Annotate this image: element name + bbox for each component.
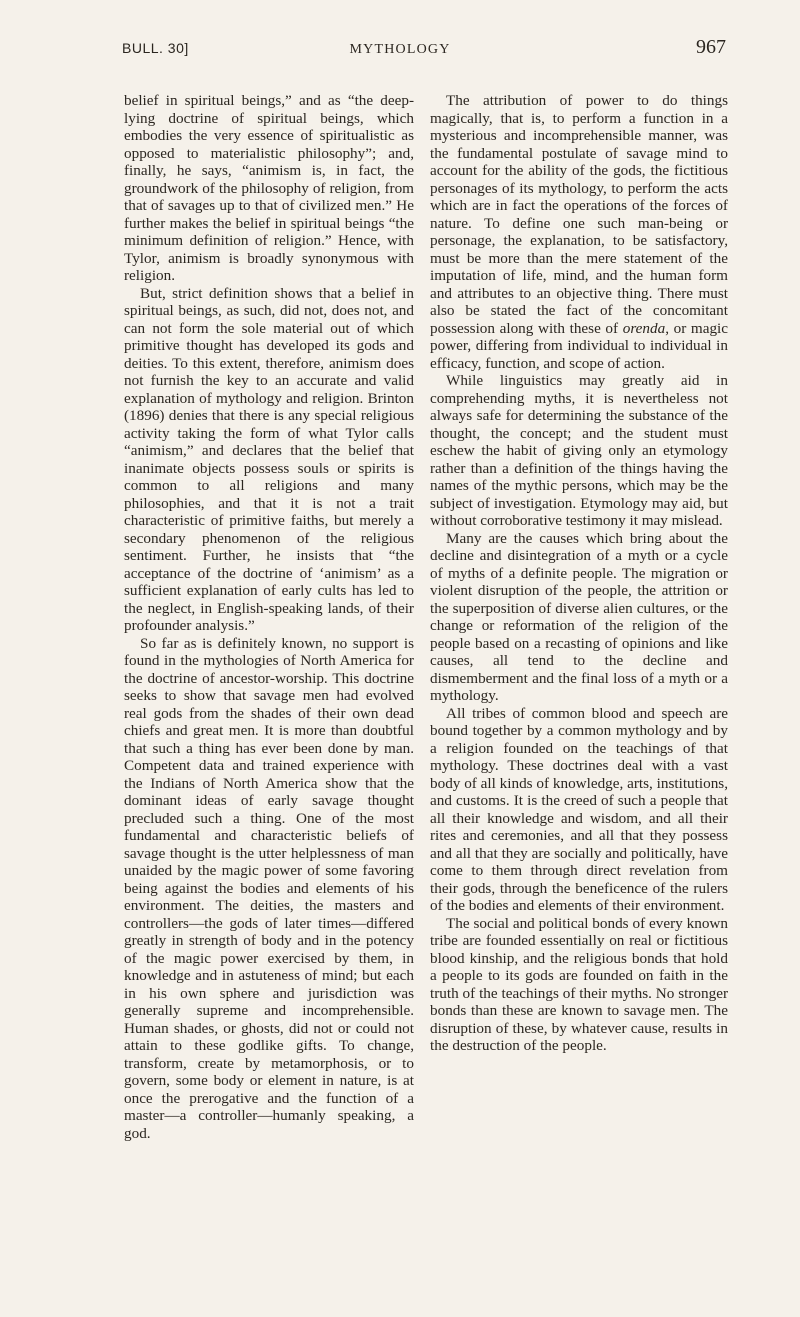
right-column [430,92,728,1055]
paragraph: But, strict definition shows that a belief in spiritual beings, as such, did not, does not, and can not form the sole material out of which primitive thought has developed its gods and deities. To this extent, therefore, animism does not furnish the key to an accurate and valid explanation of mythology and religion. Brinton (1896) denies that there is any special religious activity taking the form of what Tylor calls “animism,” and declares that the belief that inanimate objects possess souls or spirits is common to all religions and many philosophies, and that it is not a trait characteristic of primitive faiths, but merely a secondary phenomenon of the religious sentiment. Further, he insists that “the acceptance of the doctrine of ‘animism’ as a sufficient explanation of early cults has led to the neglect, in English-speaking lands, of their profounder analysis.” [124,284,414,634]
page-number: 967 [696,36,726,58]
left-column [124,92,414,1142]
running-title: MYTHOLOGY [349,42,451,57]
paragraph: The social and political bonds of every known tribe are founded essentially on real or fictitious blood kinship, and the religious bonds that hold a people to its gods are founded on faith in the truth of the teachings of their myths. No stronger bonds than these are known to savage men. The disruption of these, by whatever cause, results in the destruction of the people. [430,914,728,1054]
paragraph: Many are the causes which bring about the decline and disintegration of a myth or a cycle of myths of a definite people. The migration or violent disruption of the people, the attrition or the superposition of diverse alien cultures, or the change or reformation of the religion of the people based on a recasting of opinions and like causes, all tend to the decline and dismemberment and the final loss of a myth or a mythology. [430,529,728,704]
bulletin-reference: BULL. 30] [122,40,189,56]
paragraph-text: , or magic power, differing from individual to individual in efficacy, function, and scope of action. [430,319,729,372]
paragraph-text: The attribution of power to do things magically, that is, to perform a function in a mysterious and incomprehensible manner, was the fundamental postulate of savage mind to account for the ability of the gods, the fictitious personages of its mythology, to perform the acts which are in fact the operations of the forces of nature. To define one such man-being or personage, the explanation, to be satisfactory, must be more than the mere statement of the imputation of life, mind, and the human form and attributes to an objective thing. There must also be stated the fact of the concomitant possession along with these of [430,92,728,337]
paragraph: belief in spiritual beings,” and as “the deep-lying doctrine of spiritual beings, which embodies the very essence of spiritualistic as opposed to materialistic philosophy”; and, finally, he says, “animism is, in fact, the groundwork of the philosophy of religion, from that of savages up to that of civilized men.” He further makes the belief in spiritual beings “the minimum definition of religion.” Hence, with Tylor, animism is broadly synonymous with religion. [124,92,414,284]
paragraph: All tribes of common blood and speech are bound together by a common mythology and by a religion founded on the teachings of that mythology. These doctrines deal with a vast body of all kinds of knowledge, arts, institutions, and customs. It is the creed of such a people that all their knowledge and wisdom, and all their rites and ceremonies, and all that they possess and all that they are socially and politically, have come to them through direct revelation from their gods, through the beneficence of the rulers of the bodies and elements of their environment. [430,704,728,914]
paragraph [430,92,728,372]
paragraph: While linguistics may greatly aid in comprehending myths, it is nevertheless not always safe for determining the substance of the thought, the concept; and the student must eschew the habit of giving only an etymology rather than a definition of the things having the names of the mythic persons, which may be the subject of investigation. Etymology may aid, but without corroborative testimony it may mislead. [430,372,728,529]
paragraph: So far as is definitely known, no support is found in the mythologies of North America for the doctrine of ancestor-worship. This doctrine seeks to show that savage men had evolved real gods from the shades of their own dead chiefs and great men. It is more than doubtful that such a thing has ever been done by man. Competent data and trained experience with the Indians of North America show that the dominant ideas of early savage thought precluded such a thing. One of the most fundamental and characteristic beliefs of savage thought is the utter helplessness of man unaided by the magic power of some favoring being against the bodies and elements of his environment. The deities, the masters and controllers—the gods of later times—differed greatly in strength of body and in the potency of the magic power exercised by them, in knowledge and in astuteness of mind; but each in his own sphere and jurisdiction was generally supreme and incomprehensible. Human shades, or ghosts, did not or could not attain to these godlike gifts. To change, transform, create by metamorphosis, or to govern, some body or element in nature, is at once the prerogative and the function of a master—a controller—humanly speaking, a god. [124,634,414,1142]
orenda-term: orenda [622,319,666,337]
